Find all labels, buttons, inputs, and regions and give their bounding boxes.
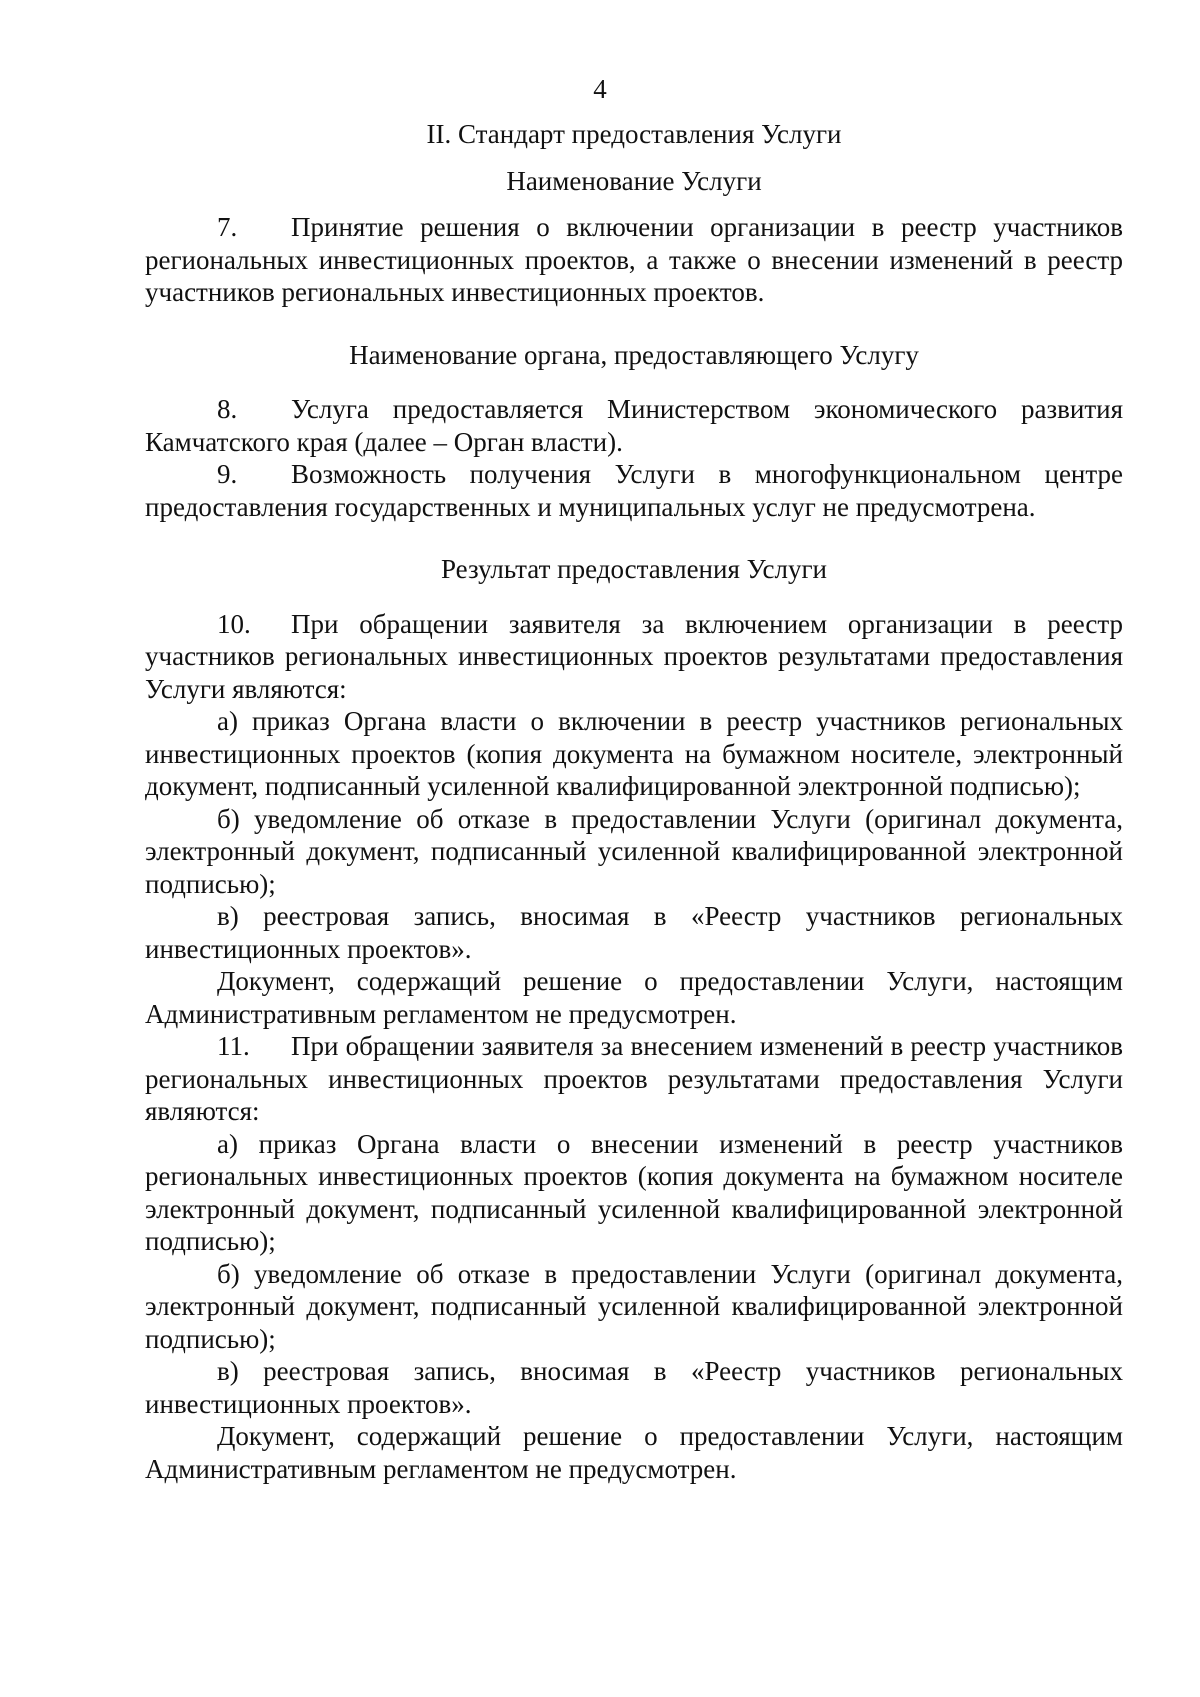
paragraph-10-item-v: в) реестровая запись, вносимая в «Реестр участников региональных инвестиционных проектов». [145,901,1123,964]
paragraph-number: 9. [217,459,238,489]
page-number: 4 [593,74,607,104]
paragraph-10-item-a: а) приказ Органа власти о включении в реестр участников региональных инвестиционных проектов (копия документа на бумажном носителе, электронный документ, подписанный усиленной квалифицированной электронной подписью); [145,706,1123,801]
paragraph-text: Принятие решения о включении организации в реестр участников региональных инвестиционных проектов, а также о внесении изменений в реестр участников региональных инвестиционных проектов. [145,212,1123,307]
paragraph-text: При обращении заявителя за внесением изменений в реестр участников региональных инвестиционных проектов результатами предоставления Услуги являются: [145,1031,1123,1126]
subsection-title-service-name: Наименование Услуги [506,165,762,196]
paragraph-11-item-v: в) реестровая запись, вносимая в «Реестр участников региональных инвестиционных проектов». [145,1356,1123,1419]
paragraph-11-item-b: б) уведомление об отказе в предоставлении Услуги (оригинал документа, электронный документ, подписанный усиленной квалифицированной электронной подписью); [145,1258,1123,1354]
paragraph-number: 8. [217,394,238,424]
subsection-title-authority: Наименование органа, предоставляющего Услугу [349,339,919,370]
paragraph-10-note: Документ, содержащий решение о предоставлении Услуги, настоящим Административным регламентом не предусмотрен. [145,966,1123,1029]
paragraph-11 [145,1030,1123,1128]
paragraph-number: 11. [217,1031,250,1061]
paragraph-11-note: Документ, содержащий решение о предоставлении Услуги, настоящим Административным регламентом не предусмотрен. [145,1421,1123,1484]
paragraph-8 [145,393,1123,458]
subsection-title-result: Результат предоставления Услуги [441,554,827,584]
paragraph-number: 7. [217,212,238,242]
paragraph-text: Услуга предоставляется Министерством экономического развития Камчатского края (далее – Орган власти). [145,394,1123,457]
paragraph-9 [145,458,1123,523]
paragraph-7 [145,211,1123,309]
paragraph-10-item-b: б) уведомление об отказе в предоставлении Услуги (оригинал документа, электронный документ, подписанный усиленной квалифицированной электронной подписью); [145,803,1123,899]
paragraph-10 [145,608,1123,706]
paragraph-text: Возможность получения Услуги в многофункциональном центре предоставления государственных и муниципальных услуг не предусмотрена. [145,459,1123,522]
section-title: II. Стандарт предоставления Услуги [426,119,842,149]
document-body [145,118,1123,1485]
paragraph-number: 10. [217,608,251,639]
paragraph-11-item-a: а) приказ Органа власти о внесении изменений в реестр участников региональных инвестиционных проектов (копия документа на бумажном носителе электронный документ, подписанный усиленной квалифицированной электронной подписью); [145,1128,1123,1256]
paragraph-text: При обращении заявителя за включением организации в реестр участников региональных инвестиционных проектов результатами предоставления Услуги являются: [145,608,1123,704]
